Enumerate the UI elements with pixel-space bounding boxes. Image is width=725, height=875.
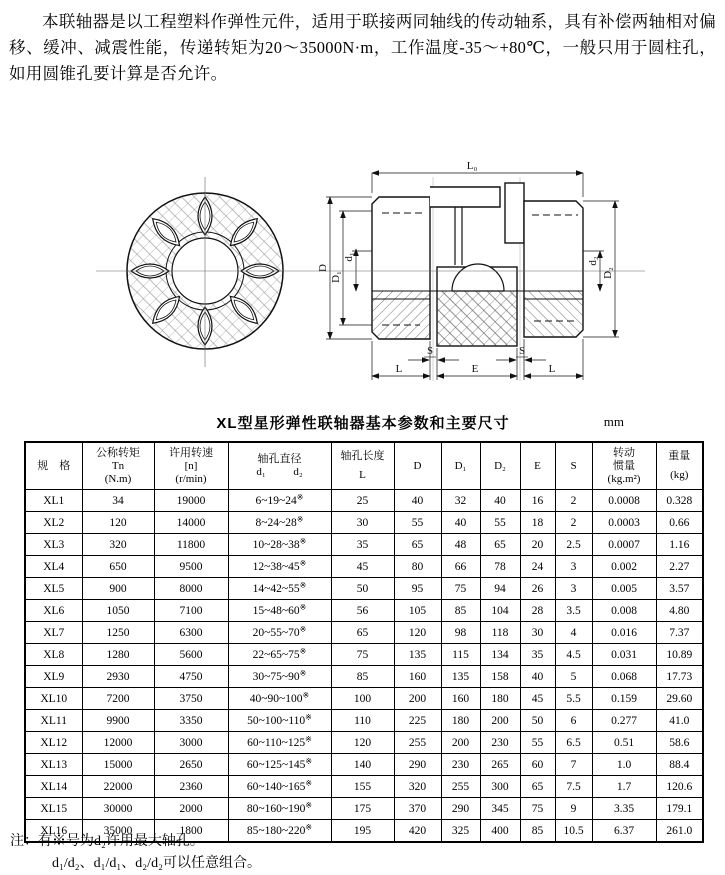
- table-row: [25, 644, 703, 666]
- note-line-2: d₁/d₂、d₁/d₁、d₂/d₂可以任意组合。: [52, 856, 261, 871]
- bore-cell: [228, 578, 331, 600]
- D2-cell: 65: [480, 534, 520, 556]
- weight-cell: 1.16: [656, 534, 703, 556]
- bore-cell: [228, 776, 331, 798]
- S-cell: 3.5: [555, 600, 592, 622]
- speed-cell: 8000: [154, 578, 228, 600]
- max-bore-mark: ※: [305, 800, 313, 810]
- inertia-cell: 0.068: [592, 666, 656, 688]
- D-cell: 55: [394, 512, 441, 534]
- model-cell: XL12: [25, 732, 82, 754]
- max-bore-mark: ※: [305, 756, 313, 766]
- model-cell: XL15: [25, 798, 82, 820]
- table-row: [25, 512, 703, 534]
- torque-cell: 22000: [82, 776, 154, 798]
- bore-range: 14~42~55: [252, 582, 300, 595]
- D-cell: 105: [394, 600, 441, 622]
- weight-cell: 29.60: [656, 688, 703, 710]
- S-cell: 7.5: [555, 776, 592, 798]
- bore-cell: [228, 688, 331, 710]
- torque-cell: 15000: [82, 754, 154, 776]
- max-bore-mark: ※: [305, 712, 312, 722]
- torque-cell: 9900: [82, 710, 154, 732]
- bore-range: 30~75~90: [252, 670, 300, 683]
- torque-cell: 1280: [82, 644, 154, 666]
- speed-cell: 9500: [154, 556, 228, 578]
- S-cell: 4: [555, 622, 592, 644]
- col-E: E: [520, 442, 555, 490]
- bore-cell: [228, 666, 331, 688]
- length-cell: 75: [331, 644, 394, 666]
- D2-cell: 345: [480, 798, 520, 820]
- E-cell: 28: [520, 600, 555, 622]
- col-length: 轴孔长度 L: [331, 442, 394, 490]
- weight-cell: 179.1: [656, 798, 703, 820]
- inertia-cell: 1.7: [592, 776, 656, 798]
- D-cell: 255: [394, 732, 441, 754]
- weight-cell: 261.0: [656, 820, 703, 843]
- table-row: [25, 666, 703, 688]
- inertia-cell: 6.37: [592, 820, 656, 843]
- bore-range: 60~110~125: [247, 736, 306, 749]
- model-cell: XL4: [25, 556, 82, 578]
- bore-cell: [228, 798, 331, 820]
- D-cell: 420: [394, 820, 441, 843]
- D2-cell: 94: [480, 578, 520, 600]
- E-cell: 16: [520, 490, 555, 512]
- inertia-cell: 0.0007: [592, 534, 656, 556]
- left-claw: [430, 187, 500, 207]
- bore-cell: [228, 556, 331, 578]
- speed-cell: 3350: [154, 710, 228, 732]
- D1-cell: 290: [441, 798, 480, 820]
- torque-cell: 900: [82, 578, 154, 600]
- D1-cell: 98: [441, 622, 480, 644]
- bore-range: 12~38~45: [252, 560, 300, 573]
- col-bore: 轴孔直径 d₁ d₂: [228, 442, 331, 490]
- bore-range: 15~48~60: [252, 604, 300, 617]
- E-cell: 35: [520, 644, 555, 666]
- table-row: [25, 710, 703, 732]
- E-cell: 50: [520, 710, 555, 732]
- D1-cell: 200: [441, 732, 480, 754]
- model-cell: XL11: [25, 710, 82, 732]
- weight-cell: 17.73: [656, 666, 703, 688]
- model-cell: XL14: [25, 776, 82, 798]
- D2-cell: 55: [480, 512, 520, 534]
- speed-cell: 2000: [154, 798, 228, 820]
- col-spec: 规 格: [25, 442, 82, 490]
- max-bore-mark: ※: [299, 580, 307, 590]
- speed-cell: 11800: [154, 534, 228, 556]
- D1-cell: 325: [441, 820, 480, 843]
- D-cell: 120: [394, 622, 441, 644]
- bore-range: 60~140~165: [246, 780, 306, 793]
- table-row: [25, 556, 703, 578]
- table-row: [25, 776, 703, 798]
- E-cell: 75: [520, 798, 555, 820]
- weight-cell: 120.6: [656, 776, 703, 798]
- col-D2: D₂: [480, 442, 520, 490]
- model-cell: XL6: [25, 600, 82, 622]
- D1-cell: 230: [441, 754, 480, 776]
- right-hub-hatch: [524, 291, 583, 337]
- max-bore-mark: ※: [305, 734, 312, 744]
- length-cell: 140: [331, 754, 394, 776]
- inertia-cell: 0.008: [592, 600, 656, 622]
- D2-cell: 265: [480, 754, 520, 776]
- S-cell: 3: [555, 578, 592, 600]
- D-cell: 370: [394, 798, 441, 820]
- speed-cell: 3750: [154, 688, 228, 710]
- torque-cell: 1250: [82, 622, 154, 644]
- E-cell: 30: [520, 622, 555, 644]
- model-cell: XL2: [25, 512, 82, 534]
- bore-range: 40~90~100: [249, 692, 303, 705]
- speed-cell: 2650: [154, 754, 228, 776]
- max-bore-mark: ※: [299, 624, 307, 634]
- inertia-cell: 0.51: [592, 732, 656, 754]
- weight-cell: 58.6: [656, 732, 703, 754]
- model-cell: XL9: [25, 666, 82, 688]
- bore-cell: [228, 534, 331, 556]
- D1-cell: 180: [441, 710, 480, 732]
- max-bore-mark: ※: [305, 822, 313, 832]
- D-cell: 290: [394, 754, 441, 776]
- length-cell: 100: [331, 688, 394, 710]
- table-title: XL型星形弹性联轴器基本参数和主要尺寸: [216, 415, 510, 432]
- length-cell: 50: [331, 578, 394, 600]
- torque-cell: 2930: [82, 666, 154, 688]
- D1-cell: 85: [441, 600, 480, 622]
- bore-range: 22~65~75: [252, 648, 300, 661]
- length-cell: 45: [331, 556, 394, 578]
- D2-cell: 180: [480, 688, 520, 710]
- max-bore-mark: ※: [296, 492, 304, 502]
- D2-cell: 118: [480, 622, 520, 644]
- weight-cell: 0.328: [656, 490, 703, 512]
- note-line-1: 注：有※号为d₂许用最大轴孔。: [10, 834, 204, 849]
- col-torque: 公称转矩 Tn (N.m): [82, 442, 154, 490]
- E-cell: 24: [520, 556, 555, 578]
- D2-cell: 40: [480, 490, 520, 512]
- model-cell: XL8: [25, 644, 82, 666]
- inertia-cell: 0.005: [592, 578, 656, 600]
- torque-cell: 7200: [82, 688, 154, 710]
- D-cell: 95: [394, 578, 441, 600]
- D1-cell: 160: [441, 688, 480, 710]
- table-row: [25, 534, 703, 556]
- weight-cell: 88.4: [656, 754, 703, 776]
- E-cell: 65: [520, 776, 555, 798]
- S-cell: 3: [555, 556, 592, 578]
- S-cell: 6: [555, 710, 592, 732]
- S-cell: 2: [555, 512, 592, 534]
- dim-label-D: D: [317, 264, 329, 272]
- D2-cell: 200: [480, 710, 520, 732]
- table-row: [25, 798, 703, 820]
- max-bore-mark: ※: [302, 690, 310, 700]
- E-cell: 20: [520, 534, 555, 556]
- S-cell: 4.5: [555, 644, 592, 666]
- length-cell: 175: [331, 798, 394, 820]
- D2-cell: 104: [480, 600, 520, 622]
- S-cell: 5: [555, 666, 592, 688]
- bore-d1-label: d₁: [256, 466, 266, 478]
- inertia-cell: 3.35: [592, 798, 656, 820]
- max-bore-mark: ※: [299, 668, 307, 678]
- D-cell: 160: [394, 666, 441, 688]
- E-cell: 40: [520, 666, 555, 688]
- length-cell: 120: [331, 732, 394, 754]
- S-cell: 7: [555, 754, 592, 776]
- max-bore-mark: ※: [299, 646, 307, 656]
- bore-cell: [228, 732, 331, 754]
- E-cell: 26: [520, 578, 555, 600]
- D2-cell: 300: [480, 776, 520, 798]
- bore-cell: [228, 600, 331, 622]
- weight-cell: 7.37: [656, 622, 703, 644]
- dim-label-l2: L: [548, 363, 556, 375]
- weight-cell: 3.57: [656, 578, 703, 600]
- right-claw: [505, 183, 524, 243]
- coupling-drawing-svg: [0, 149, 725, 404]
- max-bore-mark: ※: [299, 602, 307, 612]
- S-cell: 2.5: [555, 534, 592, 556]
- table-row: [25, 688, 703, 710]
- speed-cell: 7100: [154, 600, 228, 622]
- E-cell: 18: [520, 512, 555, 534]
- inertia-cell: 0.0008: [592, 490, 656, 512]
- D1-cell: 48: [441, 534, 480, 556]
- speed-cell: 2360: [154, 776, 228, 798]
- model-cell: XL1: [25, 490, 82, 512]
- E-cell: 45: [520, 688, 555, 710]
- front-view: [127, 177, 283, 367]
- weight-cell: 0.66: [656, 512, 703, 534]
- length-cell: 30: [331, 512, 394, 534]
- D1-cell: 135: [441, 666, 480, 688]
- D-cell: 200: [394, 688, 441, 710]
- weight-cell: 41.0: [656, 710, 703, 732]
- model-cell: XL10: [25, 688, 82, 710]
- table-notes: [10, 831, 261, 875]
- max-bore-mark: ※: [305, 778, 313, 788]
- E-cell: 85: [520, 820, 555, 843]
- S-cell: 2: [555, 490, 592, 512]
- max-bore-mark: ※: [299, 558, 307, 568]
- bore-range: 8~24~28: [255, 516, 297, 529]
- bore-d2-label: d₂: [293, 466, 303, 478]
- D1-cell: 66: [441, 556, 480, 578]
- bore-cell: [228, 644, 331, 666]
- length-cell: 65: [331, 622, 394, 644]
- length-cell: 35: [331, 534, 394, 556]
- dim-label-D2: D₂: [602, 267, 614, 279]
- dim-label-s2: S: [519, 346, 525, 357]
- table-row: [25, 490, 703, 512]
- model-cell: XL16: [25, 820, 82, 843]
- inertia-cell: 0.159: [592, 688, 656, 710]
- weight-cell: 4.80: [656, 600, 703, 622]
- inertia-cell: 0.031: [592, 644, 656, 666]
- D2-cell: 230: [480, 732, 520, 754]
- bore-range: 10~28~38: [252, 538, 300, 551]
- E-cell: 60: [520, 754, 555, 776]
- D1-cell: 255: [441, 776, 480, 798]
- length-cell: 155: [331, 776, 394, 798]
- table-header: [25, 442, 703, 490]
- section-view: [317, 160, 619, 381]
- element-hatch: [437, 291, 517, 346]
- bore-cell: [228, 754, 331, 776]
- D1-cell: 32: [441, 490, 480, 512]
- col-inertia: 转动 惯量 (kg.m²): [592, 442, 656, 490]
- table-unit: mm: [603, 414, 624, 429]
- dim-label-e: E: [471, 363, 479, 375]
- E-cell: 55: [520, 732, 555, 754]
- torque-cell: 34: [82, 490, 154, 512]
- page: [0, 9, 725, 874]
- table-title-row: [24, 412, 702, 436]
- dim-label-l1: L: [395, 363, 403, 375]
- max-bore-mark: ※: [296, 514, 304, 524]
- torque-cell: 650: [82, 556, 154, 578]
- col-D: D: [394, 442, 441, 490]
- bore-cell: [228, 512, 331, 534]
- weight-cell: 2.27: [656, 556, 703, 578]
- bore-range: 6~19~24: [255, 494, 297, 507]
- weight-cell: 10.89: [656, 644, 703, 666]
- torque-cell: 1050: [82, 600, 154, 622]
- coupling-drawing: [0, 149, 725, 404]
- inertia-cell: 0.002: [592, 556, 656, 578]
- S-cell: 5.5: [555, 688, 592, 710]
- bore-cell: [228, 622, 331, 644]
- bore-range: 60~125~145: [246, 758, 306, 771]
- speed-cell: 6300: [154, 622, 228, 644]
- D1-cell: 75: [441, 578, 480, 600]
- D2-cell: 400: [480, 820, 520, 843]
- S-cell: 10.5: [555, 820, 592, 843]
- torque-cell: 12000: [82, 732, 154, 754]
- col-D1: D₁: [441, 442, 480, 490]
- left-hub-hatch: [372, 291, 430, 339]
- D1-cell: 40: [441, 512, 480, 534]
- bore-range: 20~55~70: [252, 626, 300, 639]
- intro-paragraph: 本联轴器是以工程塑料作弹性元件，适用于联接两同轴线的传动轴系，具有补偿两轴相对偏移、缓冲、减震性能，传递转矩为20～35000N·m，工作温度-35～+80℃，一般只用于圆柱孔，如用圆锥孔要计算是否允许。: [9, 12, 716, 83]
- model-cell: XL3: [25, 534, 82, 556]
- length-cell: 110: [331, 710, 394, 732]
- parameters-table: [24, 441, 704, 843]
- D-cell: 225: [394, 710, 441, 732]
- dim-label-s1: S: [427, 346, 433, 357]
- D-cell: 80: [394, 556, 441, 578]
- model-cell: XL7: [25, 622, 82, 644]
- model-cell: XL5: [25, 578, 82, 600]
- inertia-cell: 0.277: [592, 710, 656, 732]
- speed-cell: 3000: [154, 732, 228, 754]
- torque-cell: 35000: [82, 820, 154, 843]
- D2-cell: 134: [480, 644, 520, 666]
- dim-label-D1: D₁: [330, 271, 342, 283]
- D-cell: 135: [394, 644, 441, 666]
- S-cell: 9: [555, 798, 592, 820]
- bore-cell: [228, 490, 331, 512]
- inertia-cell: 1.0: [592, 754, 656, 776]
- torque-cell: 30000: [82, 798, 154, 820]
- length-cell: 56: [331, 600, 394, 622]
- D2-cell: 158: [480, 666, 520, 688]
- dim-label-d2: d₂: [587, 256, 599, 266]
- length-cell: 85: [331, 666, 394, 688]
- model-cell: XL13: [25, 754, 82, 776]
- col-S: S: [555, 442, 592, 490]
- D-cell: 65: [394, 534, 441, 556]
- bore-range: 50~100~110: [247, 714, 306, 727]
- length-cell: 195: [331, 820, 394, 843]
- length-cell: 25: [331, 490, 394, 512]
- table-row: [25, 600, 703, 622]
- table-row: [25, 622, 703, 644]
- speed-cell: 5600: [154, 644, 228, 666]
- D2-cell: 78: [480, 556, 520, 578]
- torque-cell: 120: [82, 512, 154, 534]
- speed-cell: 19000: [154, 490, 228, 512]
- speed-cell: 1800: [154, 820, 228, 843]
- dim-label-d1: d₁: [343, 252, 355, 262]
- table-body: [25, 490, 703, 843]
- inertia-cell: 0.0003: [592, 512, 656, 534]
- table-row: [25, 732, 703, 754]
- speed-cell: 14000: [154, 512, 228, 534]
- col-weight: 重量 (kg): [656, 442, 703, 490]
- D-cell: 40: [394, 490, 441, 512]
- table-row: [25, 578, 703, 600]
- bore-cell: [228, 710, 331, 732]
- torque-cell: 320: [82, 534, 154, 556]
- dim-label-l0: L₀: [466, 160, 478, 172]
- D-cell: 320: [394, 776, 441, 798]
- S-cell: 6.5: [555, 732, 592, 754]
- bore-range: 85~180~220: [246, 824, 306, 837]
- bore-range: 80~160~190: [246, 802, 306, 815]
- D1-cell: 115: [441, 644, 480, 666]
- speed-cell: 4750: [154, 666, 228, 688]
- max-bore-mark: ※: [299, 536, 307, 546]
- col-speed: 许用转速 [n] (r/min): [154, 442, 228, 490]
- inertia-cell: 0.016: [592, 622, 656, 644]
- table-row: [25, 754, 703, 776]
